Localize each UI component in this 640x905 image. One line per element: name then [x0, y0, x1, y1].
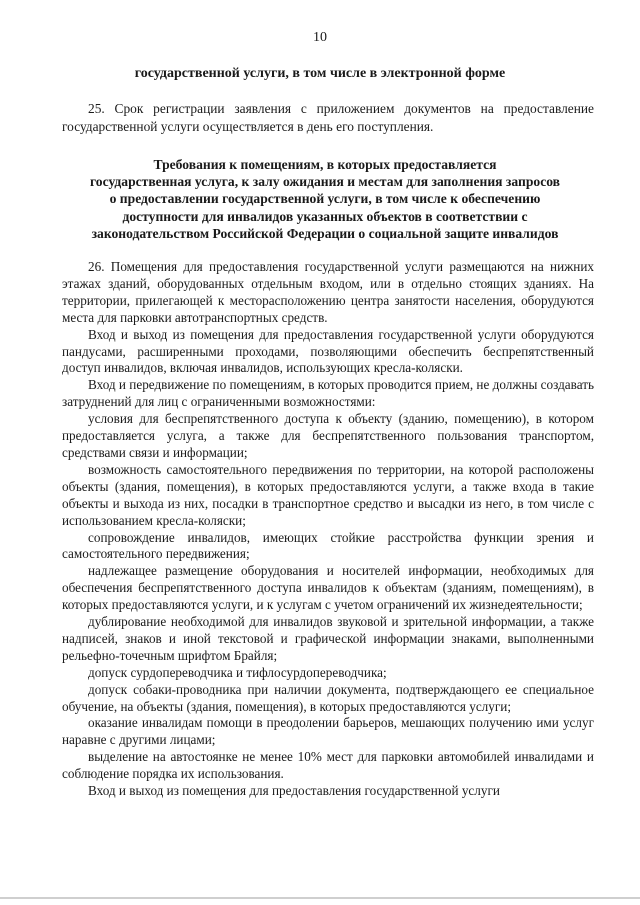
paragraph-25: 25. Срок регистрации заявления с приложением документов на предоставление государственной услуги осуществляется в день его поступления. [62, 101, 594, 134]
paragraph: надлежащее размещение оборудования и носителей информации, необходимых для обеспечения беспрепятственного доступа инвалидов к объектам (зданиям, помещениям), в которых предоставляются услуги, и к услугам с учетом ограничений их жизнедеятельности; [62, 563, 594, 613]
section-heading-line: доступности для инвалидов указанных объектов в соответствии с [122, 208, 528, 224]
paragraph: допуск сурдопереводчика и тифлосурдопереводчика; [88, 664, 387, 680]
section-heading-line: Требования к помещениям, в которых предоставляется [153, 157, 497, 172]
paragraph: дублирование необходимой для инвалидов звуковой и зрительной информации, а также надписей, знаков и иной текстовой и графической информации знаками, выполненными рельефно-точечным шрифтом Брайля; [62, 614, 594, 663]
heading-top: государственной услуги, в том числе в электронной форме [134, 66, 506, 81]
paragraph: условия для беспрепятственного доступа к объекту (зданию, помещению), в котором предоставляется услуга, а также для беспрепятственного пользования транспортом, средствами связи и информации; [62, 411, 594, 460]
section-heading-line: государственная услуга, к залу ожидания и местам для заполнения запросов [89, 174, 561, 190]
paragraph: Вход и выход из помещения для предоставления государственной услуги оборудуются пандусами, расширенными проходами, позволяющими обеспечить беспрепятственный доступ инвалидов, включая инвалидов, использующих кресла-коляски. [62, 326, 594, 376]
body-text [62, 259, 594, 800]
paragraph: выделение на автостоянке не менее 10% мест для парковки автомобилей инвалидами и соблюдение порядка их использования. [62, 749, 594, 782]
section-heading-line: законодательством Российской Федерации о социальной защите инвалидов [91, 225, 559, 241]
section-heading-line: о предоставлении государственной услуги, в том числе к обеспечению [109, 191, 541, 207]
paragraph: допуск собаки-проводника при наличии документа, подтверждающего ее специальное обучение, на объекты (здания, помещения), в которых предоставляются услуги; [62, 681, 594, 714]
paragraph: сопровождение инвалидов, имеющих стойкие расстройства функции зрения и самостоятельного передвижения; [62, 529, 594, 562]
paragraph: Вход и передвижение по помещениям, в которых проводится прием, не должны создавать затруднений для лиц с ограниченными возможностями: [62, 377, 594, 410]
paragraph: 26. Помещения для предоставления государственной услуги размещаются на нижних этажах зданий, оборудованных отдельным входом, или в отдельно стоящих зданиях. На территории, прилегающей к месторасположению центра занятости населения, оборудуются места для парковки автотранспортных средств. [62, 259, 594, 325]
paragraph: Вход и выход из помещения для предоставления государственной услуги [88, 783, 500, 799]
page-number: 10 [313, 30, 327, 45]
footer-rule [0, 897, 640, 899]
section-heading [60, 156, 590, 242]
paragraph: оказание инвалидам помощи в преодолении барьеров, мешающих получению ими услуг наравне с другими лицами; [62, 715, 594, 748]
paragraph: возможность самостоятельного передвижения по территории, на которой расположены объекты (здания, помещения), в которых предоставляются услуги, а также входа в такие объекты и выхода из них, посадки в транспортное средство и высадки из него, в том числе с использованием кресла-коляски; [62, 461, 594, 528]
